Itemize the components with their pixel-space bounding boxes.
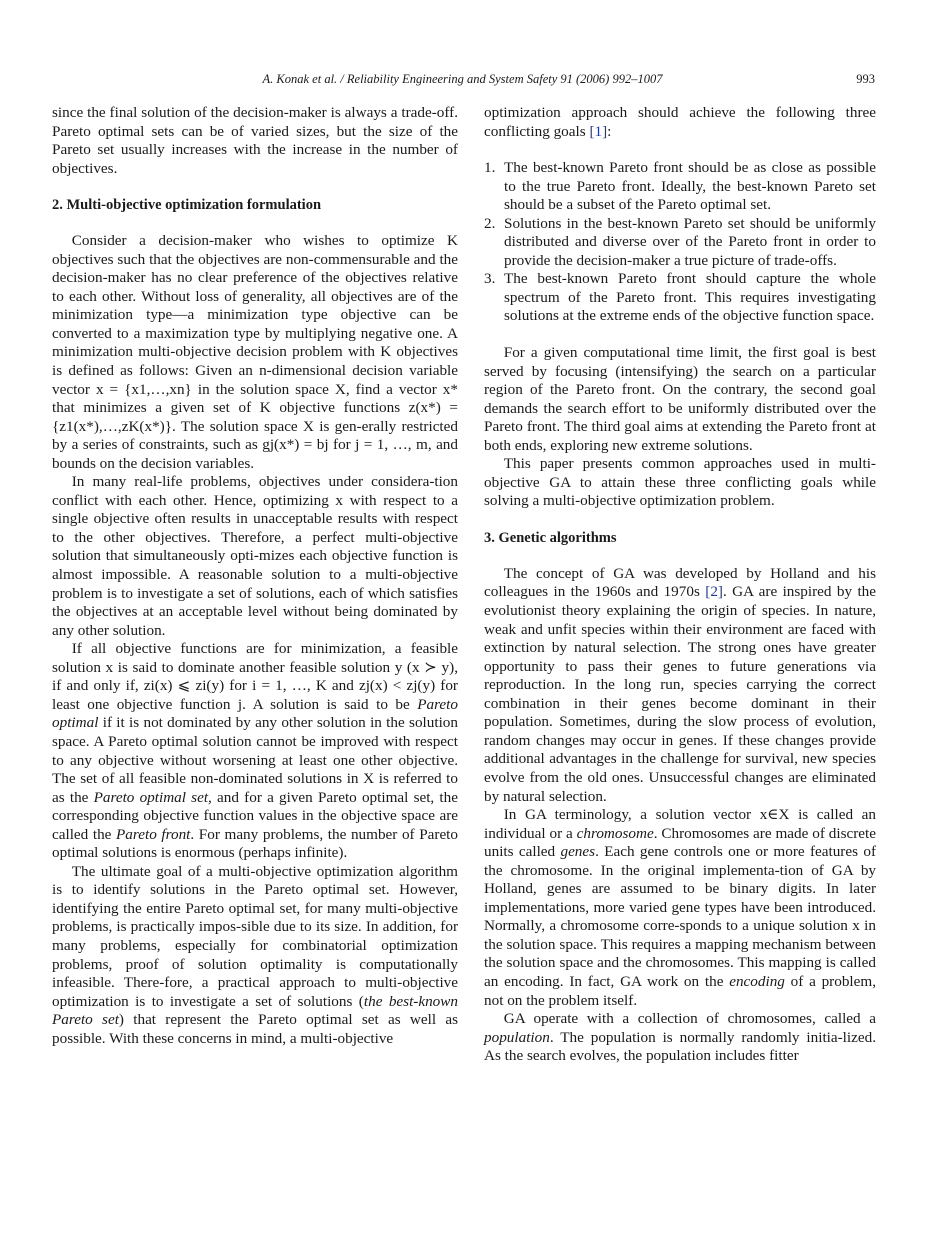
term-pareto-optimal: Pareto optimal: [52, 695, 458, 732]
term-pareto-front: Pareto front: [116, 825, 191, 843]
text-span: if it is not dominated by any other solution in the solution space. A Pareto optimal solution cannot be improved with respect to any objective without worsening at least one other objective. The set of all feasible non-dominated solutions in X is referred to as the: [52, 714, 458, 806]
goal-text: The best-known Pareto front should be as close as possible to the true Pareto front. Ideally, the best-known Pareto set should be a subset of the Pareto optimal set.: [504, 159, 876, 214]
goals-intro: [484, 104, 876, 141]
section-3-heading: 3. Genetic algorithms: [484, 529, 617, 546]
text-span: . Each gene controls one or more features of the chromosome. In the original implementa-tion of GA by Holland, genes are assumed to be binary digits. In later implementations, more varied gene types have been introduced. Normally, a chromosome corre-sponds to a unique solution x in the solution space. This requires a mapping mechanism between the solution space and the chromosomes. This mapping is called an encoding. In fact, GA work on the: [484, 843, 876, 990]
time-limit-paragraph: For a given computational time limit, the first goal is best served by focusing (intensifying) the search on a particular region of the Pareto front. On the contrary, the second goal demands the search effort to be uniformly distributed over the Pareto front. The third goal aims at extending the Pareto front at both ends, exploring new extreme solutions.: [484, 344, 876, 454]
goal-item: [484, 159, 876, 215]
formulation-paragraph: Consider a decision-maker who wishes to optimize K objectives such that the objectives are non-commensurable and the decision-maker has no clear preference of the objectives relative to each other. Without loss of generality, all objectives are of the minimization type—a minimization type objective can be converted to a maximization type by multiplying negative one. A minimization multi-objective decision problem with K objectives is defined as follows: Given an n-dimensional decision variable vector x = {x1,…,xn} in the solution space X, find a vector x* that minimizes a given set of K objective functions z(x*) = {z1(x*),…,zK(x*)}. The solution space X is gen-erally restricted by a series of constraints, such as gj(x*) = bj for j = 1, …, m, and bounds on the decision variables.: [52, 232, 458, 472]
citation-link-2[interactable]: [2]: [705, 583, 723, 601]
text-span: . Chromosomes are made of discrete units called: [484, 824, 876, 861]
text-span: If all objective functions are for minimization, a feasible solution x is said to dominate another feasible solution y (x ≻ y), if and only if, zi(x) ⩽ zi(y) for i = 1, …, K and zj(x) < zj(y) for least one objective function j. A solution is said to be: [52, 640, 458, 713]
text-span: GA operate with a collection of chromosomes, called a: [503, 1010, 876, 1028]
text-span: and for a given Pareto optimal set, the corresponding objective function values in the objective space are called the: [52, 788, 458, 843]
term-genes: genes: [560, 843, 596, 861]
text-span: ) that represent the Pareto optimal set as well as possible. With these concerns in mind, a multi-objective: [52, 1011, 458, 1047]
term-pareto-optimal-set: Pareto optimal set,: [93, 788, 212, 806]
conflict-paragraph: In many real-life problems, objectives under considera-tion conflict with each other. Hence, optimizing x with respect to a single objective often results in unacceptable results with respect to the other objectives. Therefore, a perfect multi-objective solution that simultaneously opti-mizes each objective function is almost impossible. A reasonable solution to a multi-objective problem is to investigate a set of solutions, each of which satisfies the objectives at an acceptable level without being dominated by any other solution.: [52, 473, 458, 639]
text-span: In GA terminology, a solution vector x∈X is called an individual or a: [484, 806, 876, 842]
page-number: 993: [856, 72, 875, 86]
right-column: [484, 104, 876, 1066]
ga-concept-paragraph: [484, 565, 876, 806]
text-span: . The population is normally randomly initia-lized. As the search evolves, the population includes fitter: [484, 1028, 876, 1065]
text-span: of a problem, not on the problem itself.: [484, 972, 876, 1009]
goal-item: [484, 270, 876, 326]
goal-number: 2.: [484, 214, 496, 232]
text-span: :: [607, 122, 612, 140]
text-span: The concept of GA was developed by Holland and his colleagues in the 1960s and 1970s: [484, 564, 876, 601]
term-best-known-pareto-set: the best-known Pareto set: [52, 992, 459, 1029]
term-population: population: [484, 1028, 550, 1046]
section-2-heading: 2. Multi-objective optimization formulation: [52, 197, 322, 214]
left-column: [52, 104, 458, 1048]
text-span: . For many problems, the number of Pareto optimal solutions is enormous (perhaps infinite).: [52, 825, 458, 862]
citation-link-1[interactable]: [1]: [589, 122, 608, 140]
goal-number: 3.: [484, 270, 496, 288]
goal-text: The best-known Pareto front should capture the whole spectrum of the Pareto front. This requires investigating solutions at the extreme ends of the objective function space.: [504, 270, 876, 325]
running-title: A. Konak et al. / Reliability Engineering and System Safety 91 (2006) 992–1007: [262, 72, 663, 86]
intro-paragraph: since the final solution of the decision-maker is always a trade-off. Pareto optimal sets can be of varied sizes, but the size of the Pareto set usually increases with the increase in the number of objectives.: [52, 104, 458, 177]
paper-scope-paragraph: This paper presents common approaches used in multi-objective GA to attain these three conflicting goals while solving a multi-objective optimization problem.: [484, 455, 876, 510]
text-span: The ultimate goal of a multi-objective optimization algorithm is to identify solutions in the Pareto optimal set. However, identifying the entire Pareto optimal set, for many multi-objective problems, is practically impos-sible due to its size. In addition, for many problems, especially for combinatorial optimization problems, proof of solution optimality is computationally infeasible. There-fore, a practical approach to multi-objective optimization is to investigate a set of solutions (: [52, 862, 458, 1010]
dominance-paragraph: [52, 640, 458, 863]
term-chromosome: chromosome: [576, 824, 654, 842]
goal-number: 1.: [484, 159, 496, 177]
text-span: . GA are inspired by the evolutionist theory explaining the origin of species. In nature, weak and unfit species within their environment are faced with extinction by natural selection. The strong ones have greater opportunity to pass their genes to future generations via reproduction. In the long run, species carrying the correct combination in their genes become dominant in their population. Sometimes, during the slow process of evolution, random changes may occur in genes. If these changes provide additional advantages in the challenge for survival, new species evolve from the old ones. Unsuccessful changes are eliminated by natural selection.: [484, 583, 876, 805]
ga-terminology-paragraph: [484, 806, 876, 1010]
running-head: [50, 72, 875, 92]
term-encoding: encoding: [729, 972, 785, 990]
goal-item: [484, 215, 876, 271]
ga-population-paragraph: [484, 1010, 876, 1066]
text-span: optimization approach should achieve the following three conflicting goals: [484, 104, 876, 140]
goal-paragraph: [52, 863, 458, 1048]
goal-text: Solutions in the best-known Pareto set should be uniformly distributed and diverse over of the Pareto front in order to provide the decision-maker a true picture of trade-offs.: [504, 214, 876, 269]
goals-list: [484, 159, 876, 326]
